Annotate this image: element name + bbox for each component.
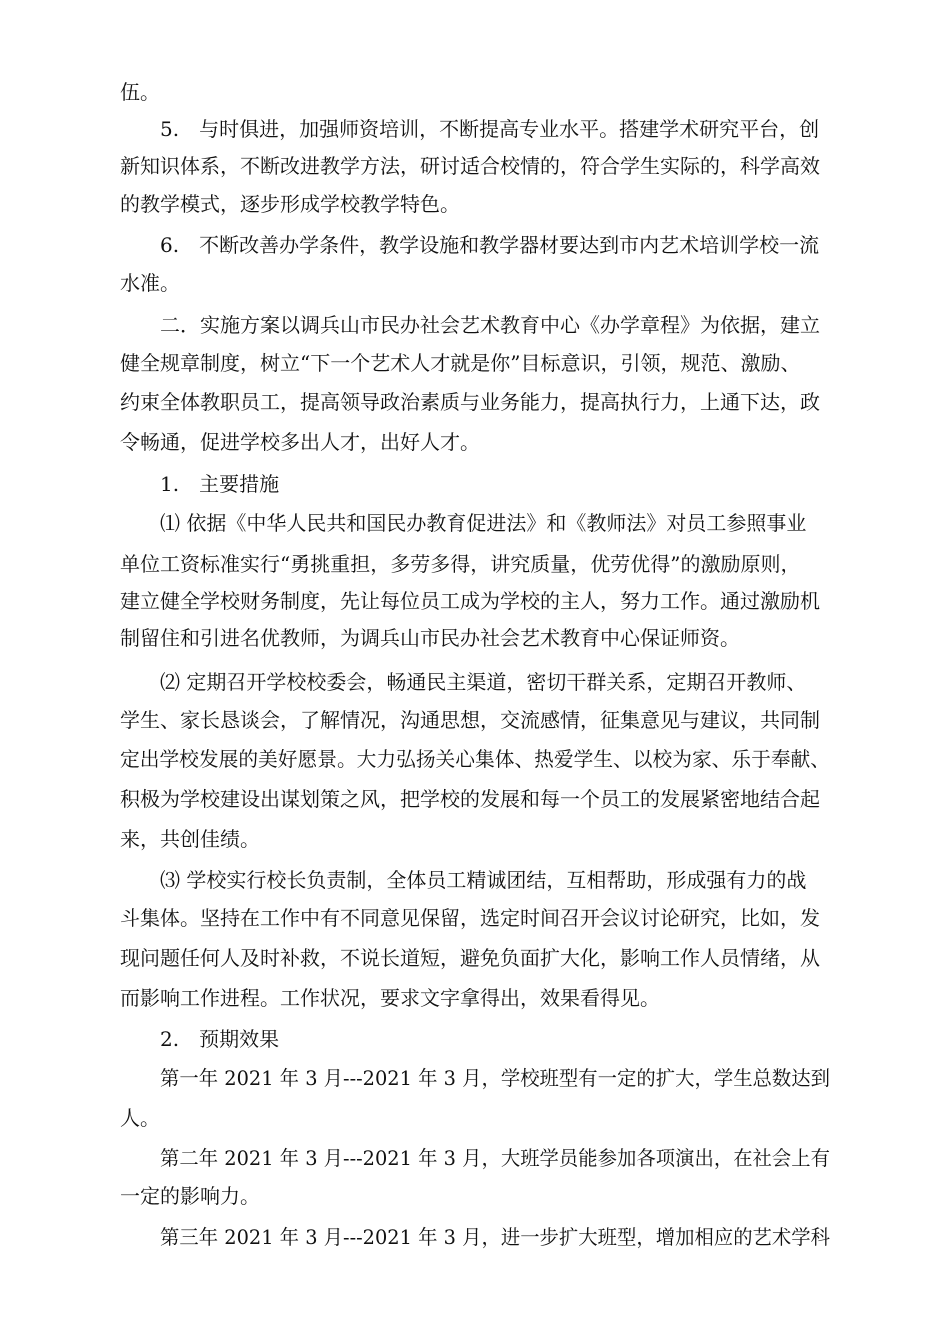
text-line: 制留住和引进名优教师，为调兵山市民办社会艺术教育中心保证师资。 xyxy=(120,626,740,650)
text-line: 一定的影响力。 xyxy=(120,1184,260,1208)
text-line: 来，共创佳绩。 xyxy=(120,827,260,851)
text-line: 而影响工作进程。工作状况，要求文字拿得出，效果看得见。 xyxy=(120,986,660,1010)
text-line: 健全规章制度，树立“下一个艺术人才就是你”目标意识，引领，规范、激励、 xyxy=(120,351,801,375)
text-line: ⑴ 依据《中华人民共和国民办教育促进法》和《教师法》对员工参照事业 xyxy=(160,511,807,535)
text-line: 水准。 xyxy=(120,271,180,295)
text-line: 约束全体教职员工，提高领导政治素质与业务能力，提高执行力，上通下达，政 xyxy=(120,390,820,414)
text-line: ⑶ 学校实行校长负责制，全体员工精诚团结，互相帮助，形成强有力的战 xyxy=(160,868,807,892)
text-line: 1. 主要措施 xyxy=(160,472,280,496)
text-line: 第二年 2021 年 3 月---2021 年 3 月，大班学员能参加各项演出，在社会上有 xyxy=(160,1146,831,1170)
text-line: 伍。 xyxy=(120,80,160,104)
text-line: 第一年 2021 年 3 月---2021 年 3 月，学校班型有一定的扩大，学生总数达到 xyxy=(160,1066,831,1090)
text-line: 的教学模式，逐步形成学校教学特色。 xyxy=(120,192,460,216)
text-line: 第三年 2021 年 3 月---2021 年 3 月，进一步扩大班型，增加相应的艺术学科 xyxy=(160,1225,831,1249)
text-line: 现问题任何人及时补救，不说长道短，避免负面扩大化，影响工作人员情绪，从 xyxy=(120,946,820,970)
text-line: 积极为学校建设出谋划策之风，把学校的发展和每一个员工的发展紧密地结合起 xyxy=(120,787,820,811)
text-line: 单位工资标准实行“勇挑重担，多劳多得，讲究质量，优劳优得”的激励原则， xyxy=(120,552,801,576)
text-line: 令畅通，促进学校多出人才，出好人才。 xyxy=(120,430,480,454)
text-line: 新知识体系，不断改进教学方法，研讨适合校情的，符合学生实际的，科学高效 xyxy=(120,154,820,178)
text-line: 二．实施方案以调兵山市民办社会艺术教育中心《办学章程》为依据，建立 xyxy=(160,313,820,337)
text-line: ⑵ 定期召开学校校委会，畅通民主渠道，密切干群关系，定期召开教师、 xyxy=(160,670,807,694)
text-line: 学生、家长恳谈会，了解情况，沟通思想，交流感情，征集意见与建议，共同制 xyxy=(120,708,820,732)
text-line: 斗集体。坚持在工作中有不同意见保留，选定时间召开会议讨论研究，比如，发 xyxy=(120,906,820,930)
text-line: 5. 与时俱进，加强师资培训，不断提高专业水平。搭建学术研究平台，创 xyxy=(160,117,820,141)
text-line: 建立健全学校财务制度，先让每位员工成为学校的主人，努力工作。通过激励机 xyxy=(120,589,820,613)
text-line: 6. 不断改善办学条件，教学设施和教学器材要达到市内艺术培训学校一流 xyxy=(160,233,820,257)
text-line: 2. 预期效果 xyxy=(160,1027,280,1051)
text-line: 定出学校发展的美好愿景。大力弘扬关心集体、热爱学生、以校为家、乐于奉献、 xyxy=(120,747,830,771)
text-line: 人。 xyxy=(120,1106,160,1130)
